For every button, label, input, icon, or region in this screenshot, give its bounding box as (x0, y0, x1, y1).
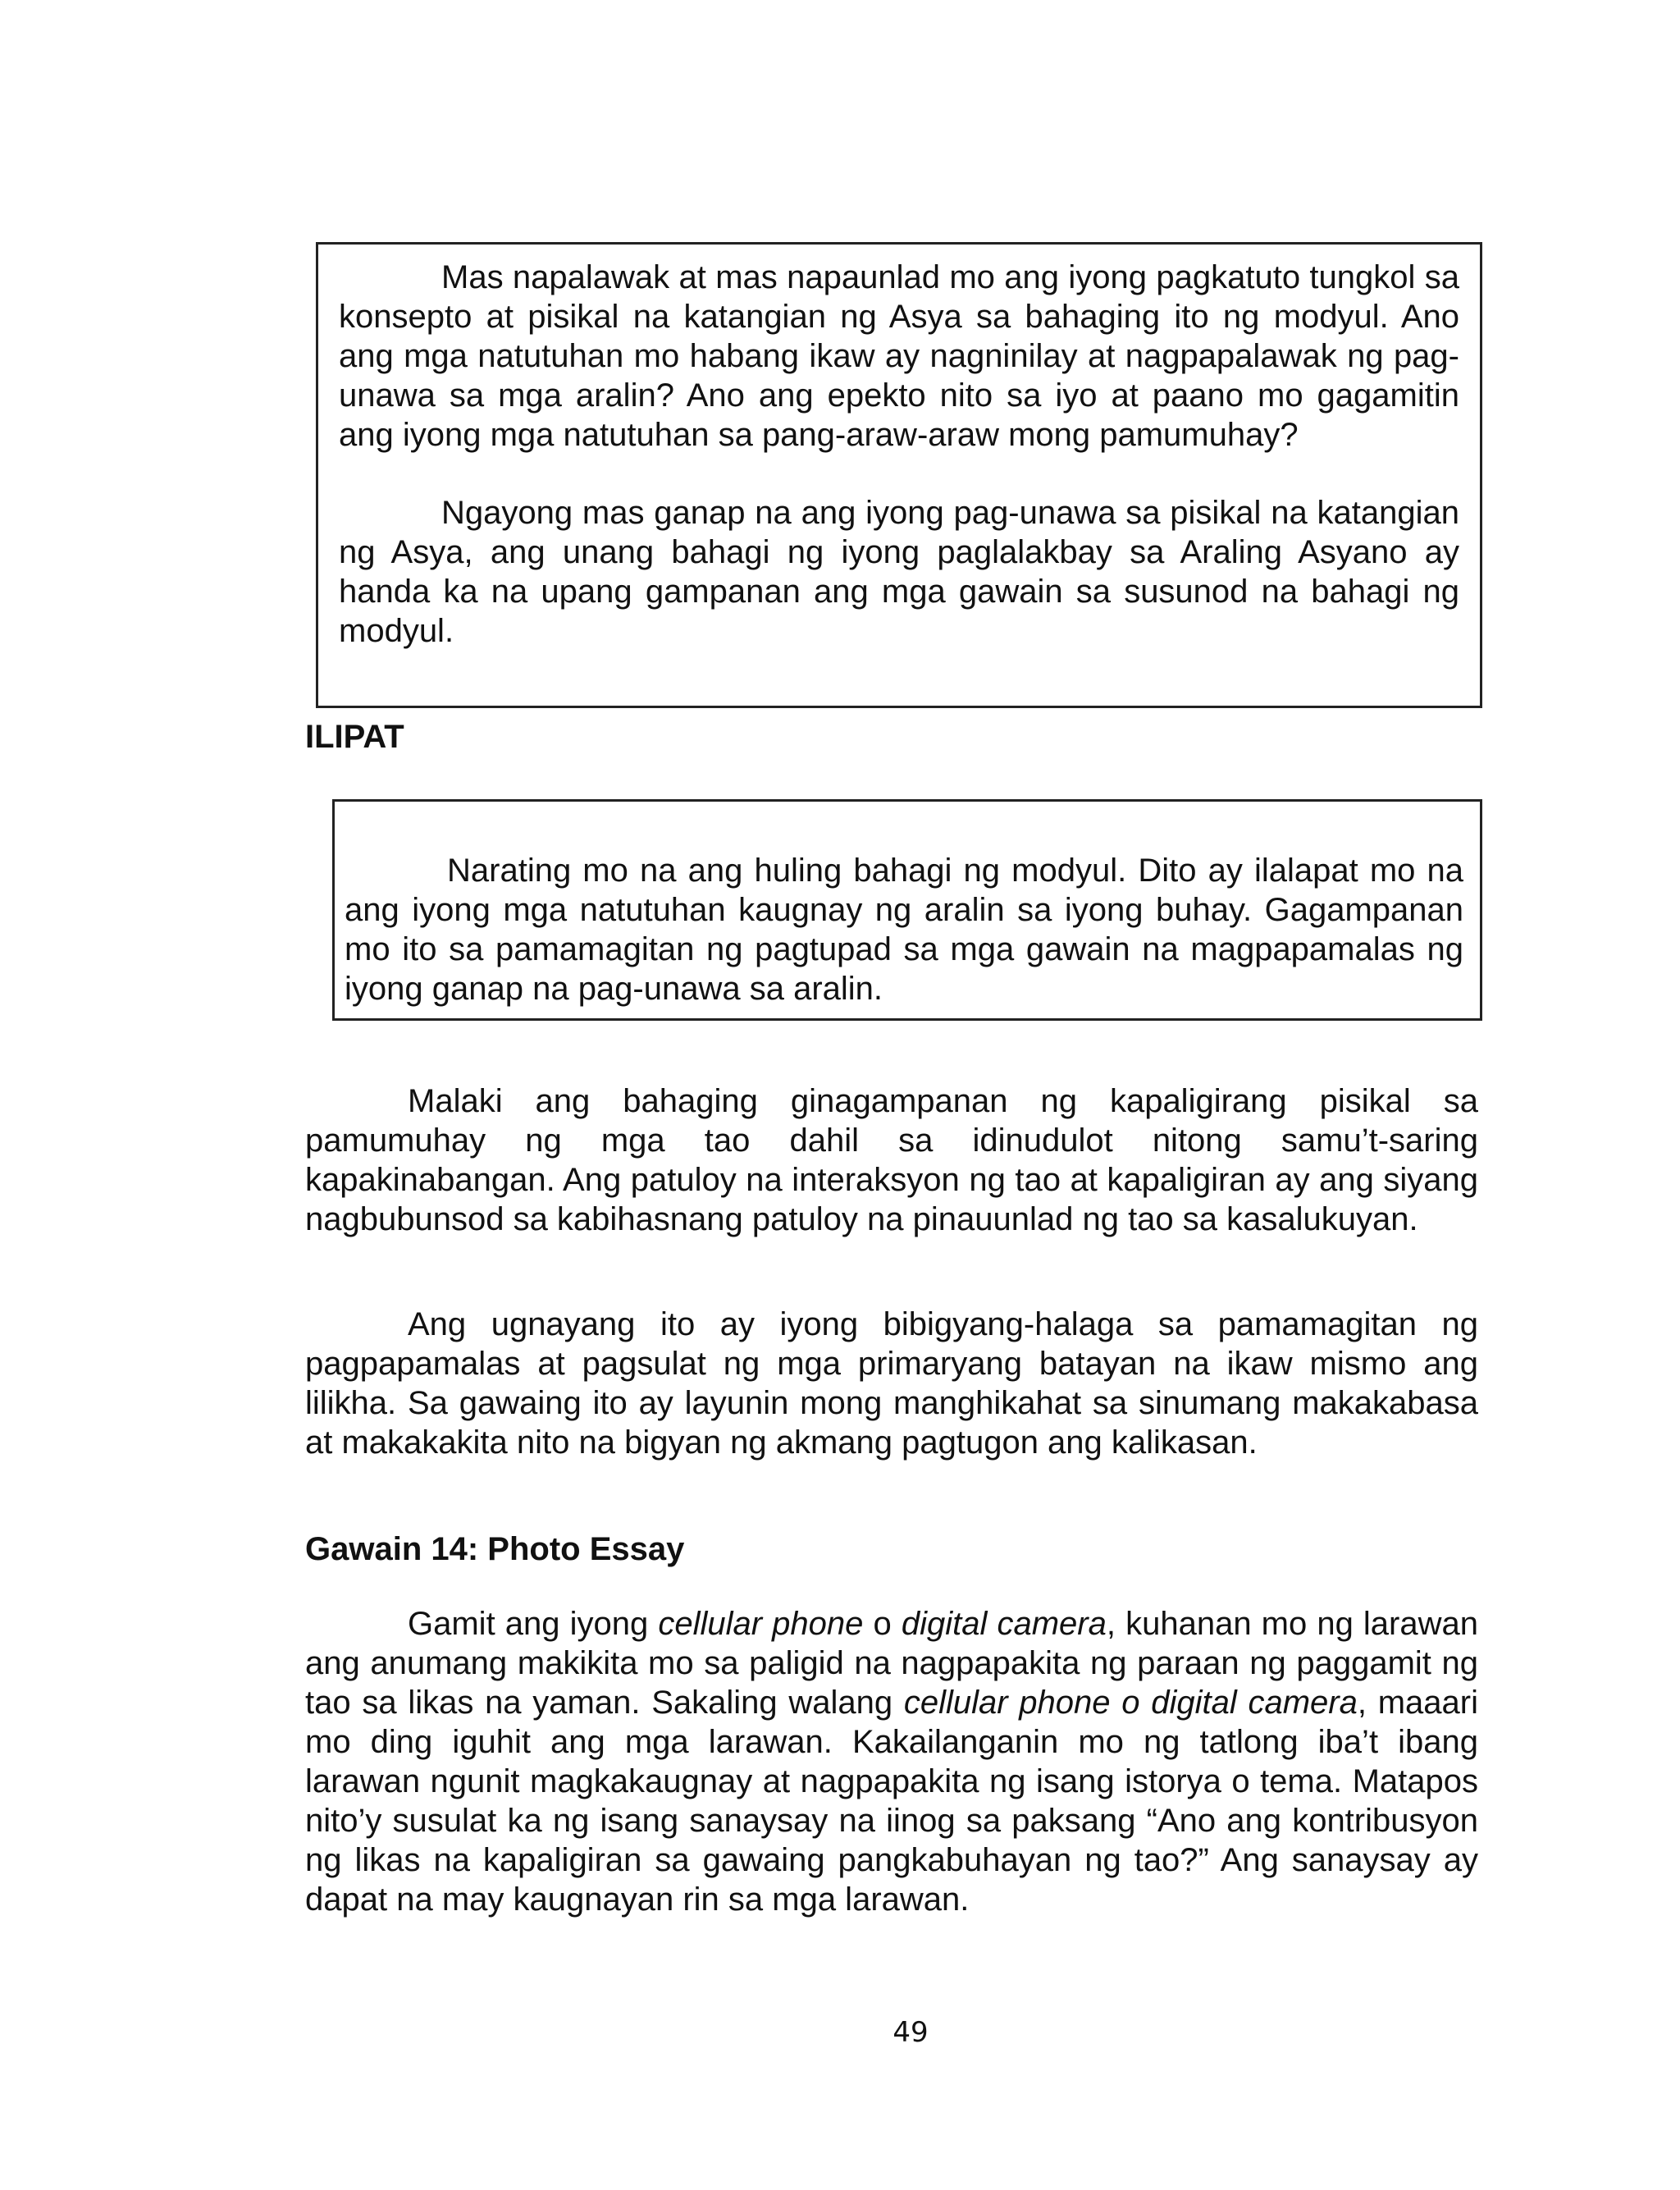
body-paragraph-1: Malaki ang bahaging ginagampanan ng kapaligirang pisikal sa pamumuhay ng mga tao dahil sa idinudulot nitong samu’t-saring kapakinabangan. Ang patuloy na interaksyon ng tao at kapaligiran ay ang siyang nagbubunsod sa kabihasnang patuloy na pinauunlad ng tao sa kasalukuyan. (305, 1083, 1478, 1237)
activity-italic-3: cellular phone o digital camera (903, 1685, 1358, 1721)
body-paragraph-2: Ang ugnayang ito ay iyong bibigyang-halaga sa pamamagitan ng pagpapamalas at pagsulat ng mga primaryang batayan na ikaw mismo ang lilikha. Sa gawaing ito ay layunin mong manghikahat sa sinumang makakabasa at makakakita nito na bigyan ng akmang pagtugon ang kalikasan. (305, 1306, 1478, 1461)
activity-italic-1: cellular phone (658, 1606, 864, 1642)
activity-italic-2: digital camera (901, 1606, 1107, 1642)
reflection-paragraph-1: Mas napalawak at mas napaunlad mo ang iyong pagkatuto tungkol sa konsepto at pisikal na katangian ng Asya sa bahaging ito ng modyul. Ano ang mga natutuhan mo habang ikaw ay nagninilay at nagpapalawak ng pag-unawa sa mga aralin? Ano ang epekto nito sa iyo at paano mo gagamitin ang iyong mga natutuhan sa pang-araw-araw mong pamumuhay? (339, 259, 1459, 453)
activity-paragraph (305, 1604, 1478, 1919)
ilipat-paragraph: Narating mo na ang huling bahagi ng modyul. Dito ay ilalapat mo na ang iyong mga natutuhan kaugnay ng aralin sa iyong buhay. Gagampanan mo ito sa pamamagitan ng pagtupad sa mga gawain na magpapamalas ng iyong ganap na pag-unawa sa aralin. (345, 853, 1463, 1007)
activity-text-3: , kuhanan mo ng larawan ang anumang makikita mo sa paligid na nagpapakita ng paraan ng paggamit ng tao sa likas na yaman. Sakaling walang (305, 1606, 1479, 1721)
ilipat-box (332, 799, 1482, 1021)
body-section-2 (305, 1305, 1478, 1462)
activity-text-4: , maaari mo ding iguhit ang mga larawan. Kakailanganin mo ng tatlong iba’t ibang larawan ngunit magkakaugnay at nagpapakita ng isang istorya o tema. Matapos nito’y susulat ka ng isang sanaysay na iinog sa paksang “Ano ang kontribusyon ng likas na kapaligiran sa gawaing pangkabuhayan ng tao?” Ang sanaysay ay dapat na may kaugnayan rin sa mga larawan. (305, 1685, 1478, 1918)
activity-section (305, 1604, 1478, 1919)
page-number: 49 (892, 2016, 929, 2049)
reflection-paragraph-2: Ngayong mas ganap na ang iyong pag-unawa sa pisikal na katangian ng Asya, ang unang bahagi ng iyong paglalakbay sa Araling Asyano ay handa ka na upang gampanan ang mga gawain sa susunod na bahagi ng modyul. (339, 495, 1459, 649)
activity-text-2: o (863, 1606, 902, 1642)
reflection-box (316, 242, 1482, 708)
body-section-1 (305, 1081, 1478, 1239)
section-heading-ilipat: ILIPAT (305, 719, 404, 755)
activity-text-1: Gamit ang iyong (408, 1606, 659, 1642)
activity-title: Gawain 14: Photo Essay (305, 1531, 685, 1567)
